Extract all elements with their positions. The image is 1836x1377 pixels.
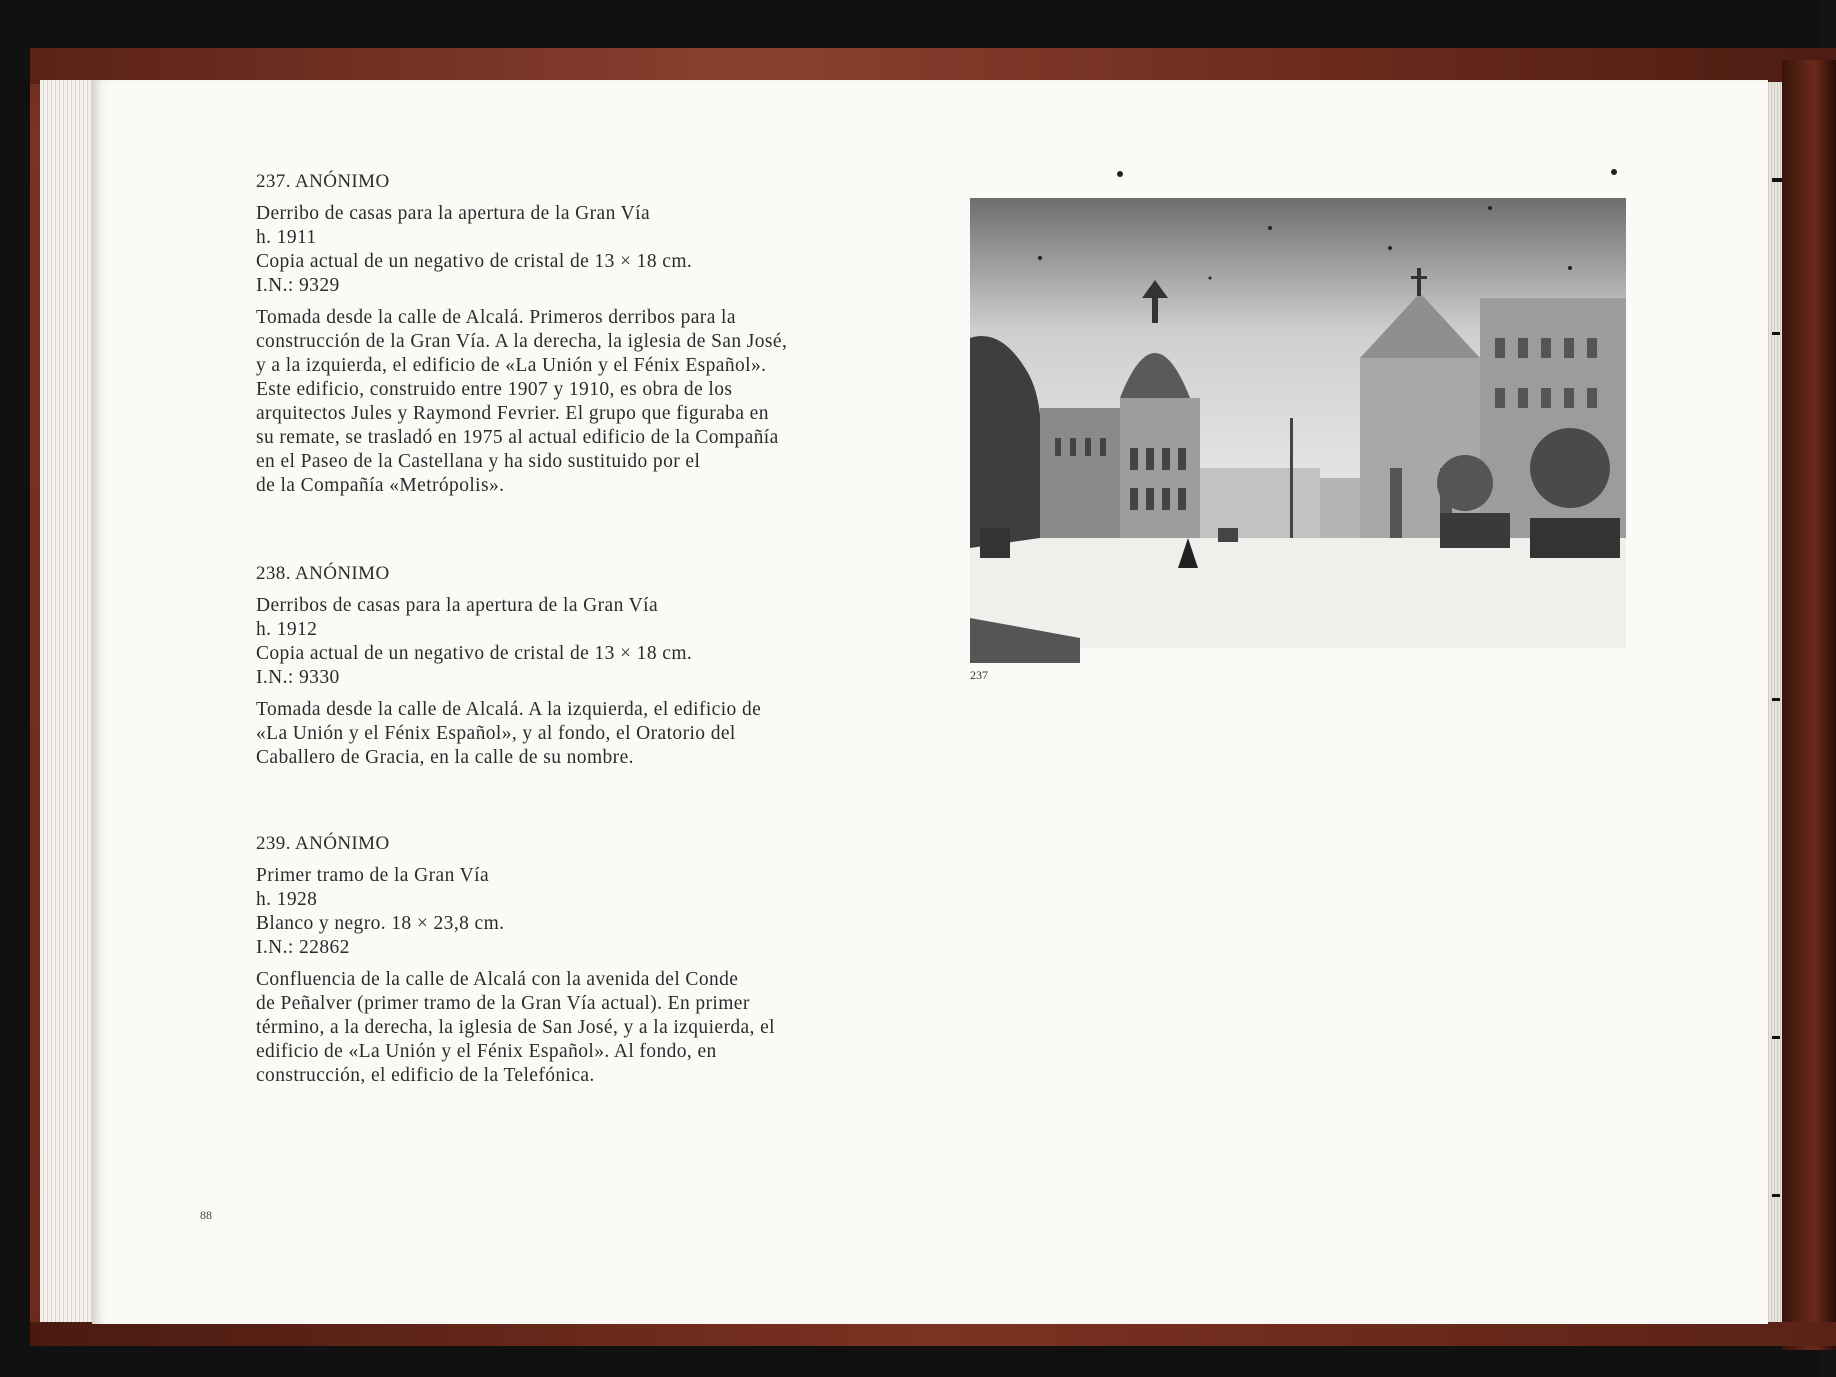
description-line: de la Compañía «Metrópolis». <box>256 475 505 496</box>
description-line: Tomada desde la calle de Alcalá. Primeros derribos para la <box>256 307 736 328</box>
book-cover-right <box>1782 60 1836 1350</box>
entry-heading: 238. ANÓNIMO <box>256 563 390 584</box>
page-edges-left <box>40 80 98 1330</box>
entry-date: h. 1912 <box>256 619 318 640</box>
entry-inventory: I.N.: 9330 <box>256 667 340 688</box>
description-line: Caballero de Gracia, en la calle de su nombre. <box>256 747 634 768</box>
description-line: «La Unión y el Fénix Español», y al fondo, el Oratorio del <box>256 723 736 744</box>
entry-inventory: I.N.: 22862 <box>256 937 350 958</box>
description-line: en el Paseo de la Castellana y ha sido sustituido por el <box>256 451 701 472</box>
description-line: término, a la derecha, la iglesia de San José, y a la izquierda, el <box>256 1017 775 1038</box>
description-line: Confluencia de la calle de Alcalá con la avenida del Conde <box>256 969 739 990</box>
edge-mark <box>1772 698 1780 701</box>
catalog-entry-237 <box>256 170 916 498</box>
historical-photograph <box>970 168 1626 663</box>
description-line: y a la izquierda, el edificio de «La Unión y el Fénix Español». <box>256 355 767 376</box>
description-line: Este edificio, construido entre 1907 y 1910, es obra de los <box>256 379 733 400</box>
edge-mark <box>1772 1194 1780 1197</box>
book-cover-bottom <box>30 1322 1836 1346</box>
description-line: Tomada desde la calle de Alcalá. A la izquierda, el edificio de <box>256 699 762 720</box>
photo-caption: 237 <box>970 668 988 682</box>
description-line: construcción de la Gran Vía. A la derecha, la iglesia de San José, <box>256 331 788 352</box>
edge-mark <box>1772 332 1780 335</box>
description-line: de Peñalver (primer tramo de la Gran Vía actual). En primer <box>256 993 750 1014</box>
entry-title: Derribo de casas para la apertura de la Gran Vía <box>256 203 651 224</box>
entry-description <box>256 968 916 1088</box>
book-cover-top <box>30 48 1836 84</box>
entry-heading: 239. ANÓNIMO <box>256 833 390 854</box>
description-line: edificio de «La Unión y el Fénix Español». Al fondo, en <box>256 1041 717 1062</box>
page-number: 88 <box>200 1208 212 1222</box>
entry-date: h. 1928 <box>256 889 318 910</box>
entry-title: Derribos de casas para la apertura de la Gran Vía <box>256 595 659 616</box>
entry-title: Primer tramo de la Gran Vía <box>256 865 489 886</box>
entry-description <box>256 698 916 770</box>
edge-mark <box>1772 178 1782 182</box>
edge-mark <box>1772 1036 1780 1039</box>
catalog-entry-239 <box>256 832 916 1088</box>
description-line: arquitectos Jules y Raymond Fevrier. El grupo que figuraba en <box>256 403 769 424</box>
description-line: construcción, el edificio de la Telefónica. <box>256 1065 595 1086</box>
description-line: su remate, se trasladó en 1975 al actual edificio de la Compañía <box>256 427 779 448</box>
entry-heading: 237. ANÓNIMO <box>256 171 390 192</box>
catalog-entry-238 <box>256 562 916 770</box>
entry-date: h. 1911 <box>256 227 317 248</box>
entry-technique: Copia actual de un negativo de cristal de 13 × 18 cm. <box>256 251 693 272</box>
entry-description <box>256 306 916 498</box>
entry-technique: Blanco y negro. 18 × 23,8 cm. <box>256 913 505 934</box>
entry-technique: Copia actual de un negativo de cristal de 13 × 18 cm. <box>256 643 693 664</box>
entry-inventory: I.N.: 9329 <box>256 275 340 296</box>
